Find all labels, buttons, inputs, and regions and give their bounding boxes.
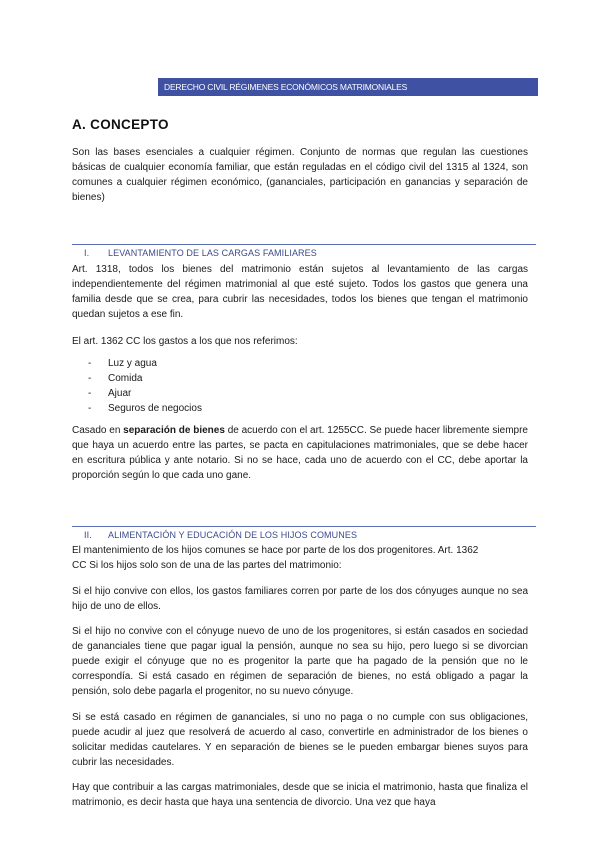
header-banner: DERECHO CIVIL RÉGIMENES ECONÓMICOS MATRIMONIALES (158, 78, 538, 96)
section-1-rule (72, 244, 536, 245)
section-1-heading (84, 247, 317, 259)
list-item: - Ajuar (88, 388, 132, 399)
section-1-paragraph-2: El art. 1362 CC los gastos a los que nos referimos: (72, 336, 298, 347)
list-item: - Seguros de negocios (88, 403, 202, 414)
section-1-paragraph-1: Art. 1318, todos los bienes del matrimonio están sujetos al levantamiento de las cargas independientemente del régimen matrimonial al que esté sujeto. Todos los gastos que genera una familia desde que se crea, para cubrir las necesidades, todos los bienes que tengan el matrimonio quedan sujetos a ese fin. (72, 264, 528, 320)
section-2-number: II. (84, 530, 92, 540)
section-2-paragraph-5: Hay que contribuir a las cargas matrimoniales, desde que se inicia el matrimonio, hasta que finaliza el matrimonio, es decir hasta que haya una sentencia de divorcio. Una vez que haya (72, 782, 528, 808)
section-1-title: LEVANTAMIENTO DE LAS CARGAS FAMILIARES (108, 248, 317, 258)
section-2-paragraph-2: Si el hijo convive con ellos, los gastos familiares corren por parte de los dos cónyuges aunque no sea hijo de uno de ellos. (72, 586, 528, 612)
section-2-title: ALIMENTACIÓN Y EDUCACIÓN DE LOS HIJOS COMUNES (108, 530, 358, 540)
section-1-number: I. (84, 248, 90, 258)
section-2-heading (84, 529, 357, 541)
list-item: - Comida (88, 373, 143, 384)
list-item: - Luz y agua (88, 358, 157, 369)
section-2-paragraph-1: El mantenimiento de los hijos comunes se hace por parte de los dos progenitores. Art. 1362 CC Si los hijos solo son de una de las partes del matrimonio: (72, 545, 479, 571)
section-2-rule (72, 526, 536, 527)
separacion-bienes-bold: separación de bienes (123, 425, 225, 436)
expenses-list (72, 356, 202, 416)
section-a-title: A. CONCEPTO (72, 117, 169, 132)
section-1-paragraph-3: Casado en separación de bienes de acuerdo con el art. 1255CC. Se puede hacer libremente siempre que haya un acuerdo entre las partes, se pacta en capitulaciones matrimoniales, que se debe hacer en escritura pública y ante notario. Si no se hace, cada uno de acuerdo con el CC, debe aportar la proporción según lo que cada uno gane. (72, 425, 528, 481)
section-2-paragraph-4: Si se está casado en régimen de gananciales, si uno no paga o no cumple con sus obligaciones, puede acudir al juez que resolverá de acuerdo al caso, convertirle en administrador de los bienes o solicitar medidas cautelares. Y en separación de bienes se le pueden embargar bienes suyos para cubrir las necesidades. (72, 712, 528, 768)
section-a-body: Son las bases esenciales a cualquier régimen. Conjunto de normas que regulan las cuestiones básicas de cualquier economía familiar, que están reguladas en el código civil del 1315 al 1324, son comunes a cualquier régimen económico, (gananciales, participación en ganancias y separación de bienes) (72, 147, 528, 203)
section-2-paragraph-3: Si el hijo no convive con el cónyuge nuevo de uno de los progenitores, si están casados en sociedad de gananciales tiene que pagar igual la pensión, aunque no sea su hijo, pero luego si se divorcian puede exigir el cónyuge que no es progenitor la parte que ha pagado de la pensión que no le correspondía. Si está casado en régimen de separación de bienes, no está obligado a pagar la pensión, solo debe pagarla el progenitor, no su nuevo cónyuge. (72, 626, 528, 697)
